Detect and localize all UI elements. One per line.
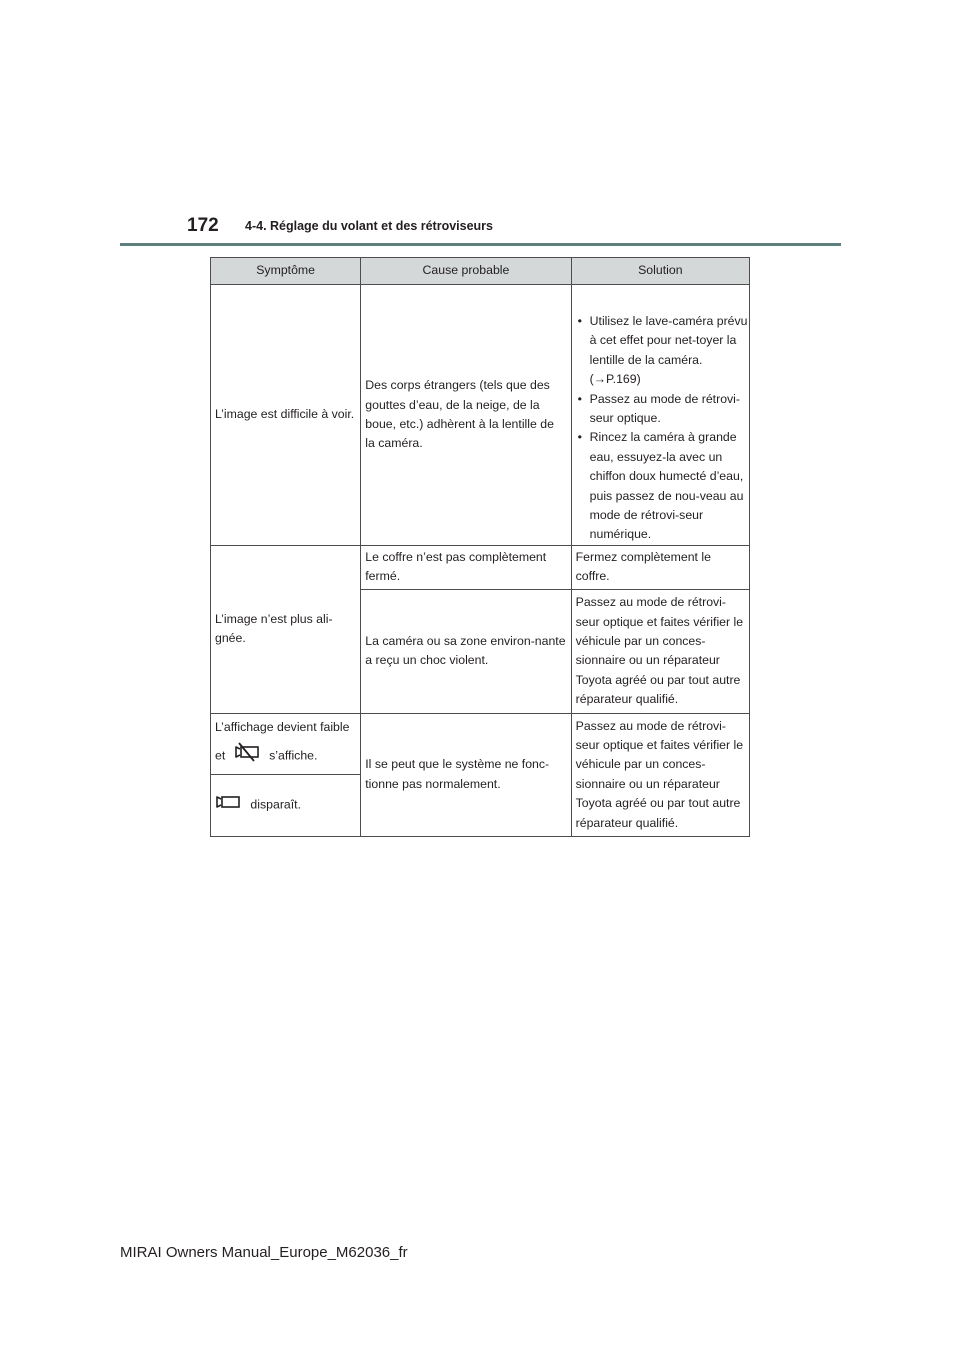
header-divider xyxy=(120,243,841,246)
column-header-solution: Solution xyxy=(571,258,749,285)
cause-cell xyxy=(361,589,571,713)
solution-list xyxy=(576,312,749,545)
solution-cell xyxy=(571,285,749,546)
symptom-suffix: s’affiche. xyxy=(269,747,318,762)
cause-cell xyxy=(361,285,571,546)
solution-item: • Passez au mode de rétrovi-seur optique. xyxy=(576,390,749,429)
camera-icon xyxy=(215,793,241,817)
symptom-text: L’affichage devient faible xyxy=(215,720,350,735)
column-header-cause: Cause probable xyxy=(361,258,571,285)
symptom-text: L’image n’est plus ali-gnée. xyxy=(215,611,333,646)
cause-cell xyxy=(361,713,571,836)
solution-text: Passez au mode de rétrovi-seur optique et faites vérifier le véhicule par un conces-sionnaire ou un réparateur Toyota agréé ou par tout autre réparateur qualifié. xyxy=(575,718,744,830)
solution-text: Fermez complètement le coffre. xyxy=(575,549,711,584)
symptom-cell xyxy=(211,545,361,713)
camera-off-icon xyxy=(234,742,260,770)
table-header-row xyxy=(211,258,750,285)
symptom-suffix: disparaît. xyxy=(250,797,302,812)
section-title: 4-4. Réglage du volant et des rétroviseurs xyxy=(245,219,493,233)
cause-text: Le coffre n’est pas complètement fermé. xyxy=(365,549,547,584)
cause-text: Des corps étrangers (tels que des gouttes d’eau, de la neige, de la boue, etc.) adhèrent à la lentille de la caméra. xyxy=(365,378,554,451)
cause-cell xyxy=(361,545,571,589)
table-row xyxy=(211,545,750,589)
cause-text: Il se peut que le système ne fonc-tionne pas normalement. xyxy=(365,757,550,791)
solution-text: Passez au mode de rétrovi-seur optique et faites vérifier le véhicule par un conces-sionnaire ou un réparateur Toyota agréé ou par tout autre réparateur qualifié. xyxy=(575,595,744,707)
symptom-icon-line xyxy=(215,742,356,770)
solution-item: • Utilisez le lave-caméra prévu à cet effet pour net-toyer la lentille de la caméra. (→P.169) xyxy=(576,312,749,390)
symptom-cell xyxy=(211,774,361,836)
solution-cell xyxy=(571,545,749,589)
symptom-cell xyxy=(211,285,361,546)
symptom-prefix: et xyxy=(215,747,226,762)
solution-cell xyxy=(571,589,749,713)
symptom-text: L’image est difficile à voir. xyxy=(215,407,355,422)
table-row xyxy=(211,285,750,546)
solution-cell xyxy=(571,713,749,836)
cause-text: La caméra ou sa zone environ-nante a reçu un choc violent. xyxy=(365,633,566,668)
page-number: 172 xyxy=(187,215,219,236)
table-row xyxy=(211,713,750,774)
solution-item: • Rincez la caméra à grande eau, essuyez-la avec un chiffon doux humecté d’eau, puis passez de nou-veau au mode de rétrovi-seur numérique. xyxy=(576,428,749,544)
symptom-cell xyxy=(211,713,361,774)
footer-text: MIRAI Owners Manual_Europe_M62036_fr xyxy=(120,1244,408,1261)
troubleshooting-table xyxy=(210,257,750,837)
column-header-symptom: Symptôme xyxy=(211,258,361,285)
